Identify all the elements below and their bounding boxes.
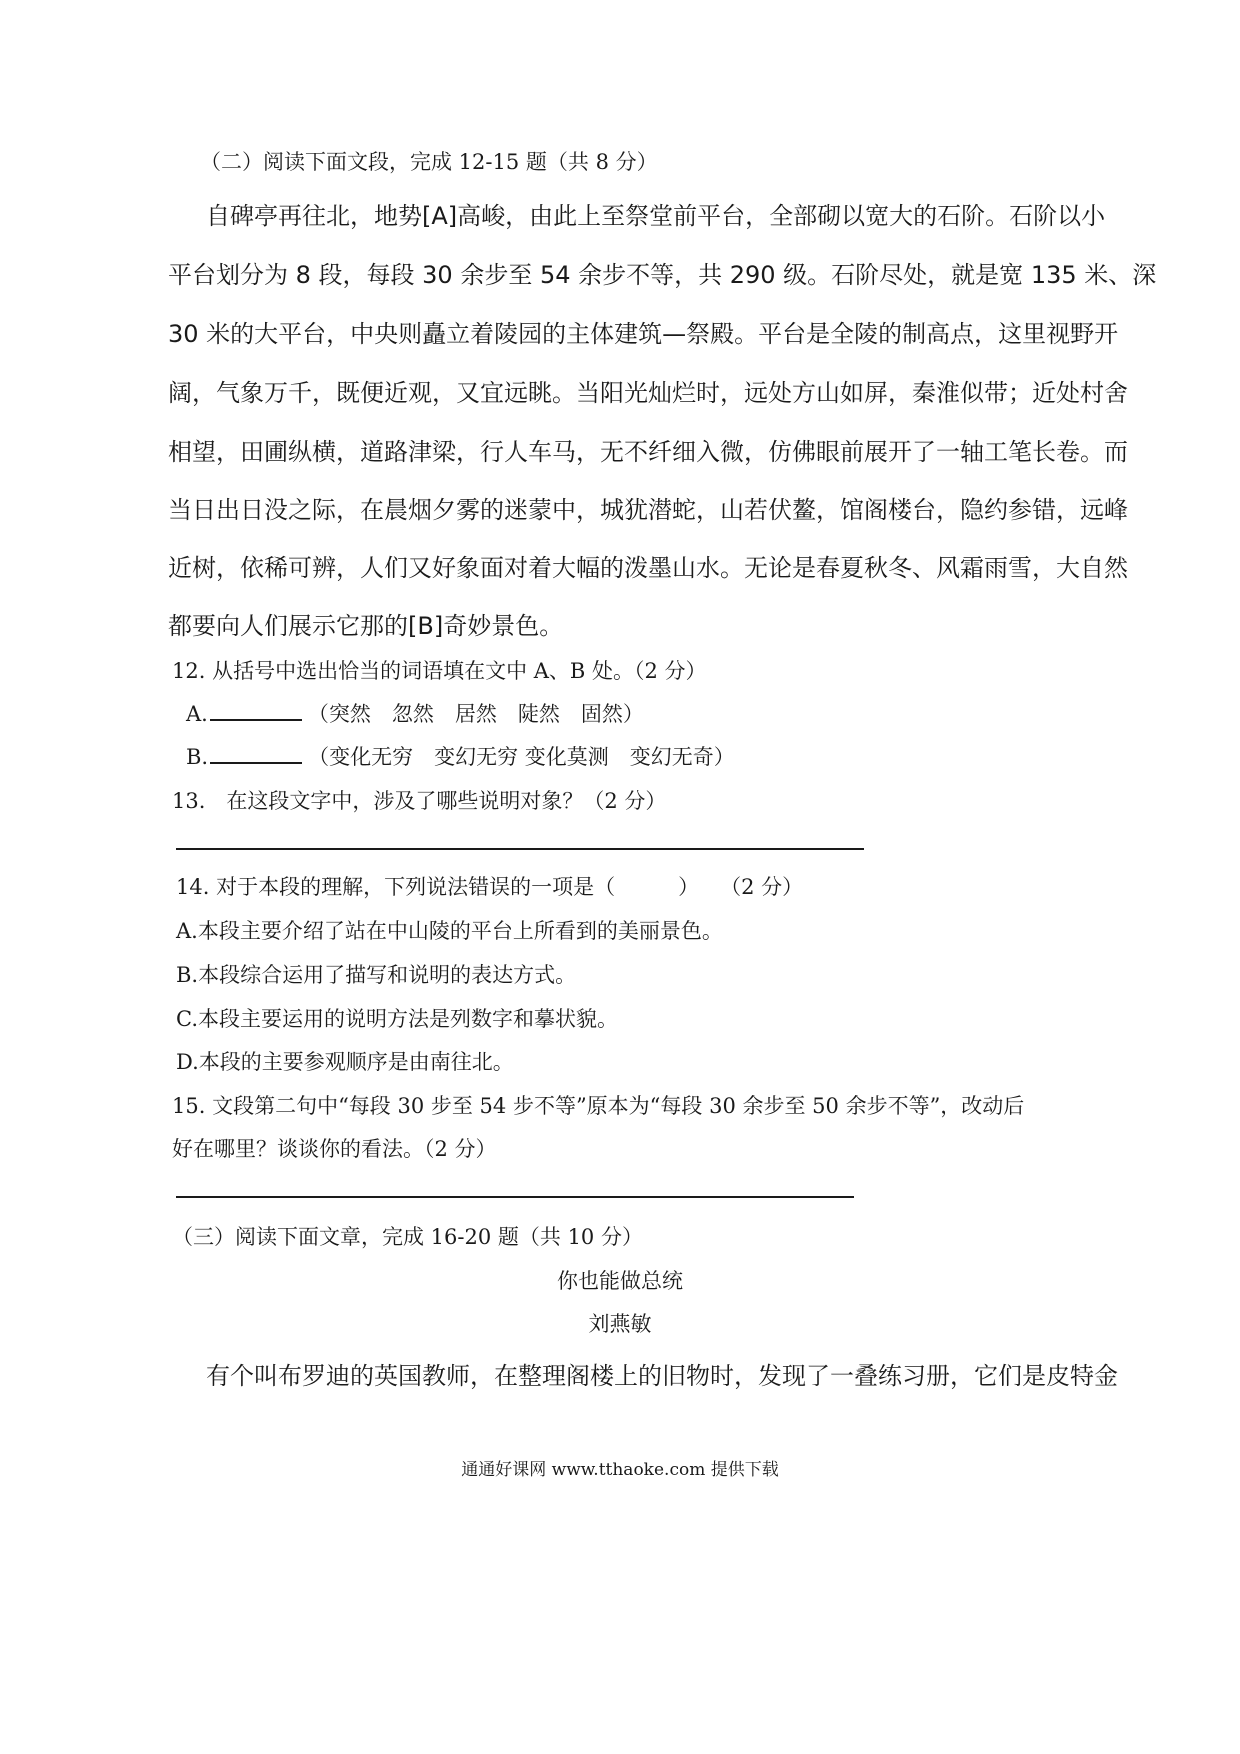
passage-line: 30 米的大平台，中央则矗立着陵园的主体建筑—祭殿。平台是全陵的制高点，这里视野开 xyxy=(168,320,1119,348)
q12-option-a xyxy=(186,698,644,728)
q14-option: B.本段综合运用了描写和说明的表达方式。 xyxy=(176,963,577,987)
article-first-line: 有个叫布罗迪的英国教师，在整理阁楼上的旧物时，发现了一叠练习册，它们是皮特金 xyxy=(206,1362,1118,1390)
q12-b-options: （变化无穷 变幻无穷 变化莫测 变幻无奇） xyxy=(308,745,735,769)
q14-option: C.本段主要运用的说明方法是列数字和摹状貌。 xyxy=(176,1007,618,1031)
q12-stem: 12. 从括号中选出恰当的词语填在文中 A、B 处。（2 分） xyxy=(172,659,707,683)
passage-line: 相望，田圃纵横，道路津梁，行人车马，无不纤细入微，仿佛眼前展开了一轴工笔长卷。而 xyxy=(168,438,1128,466)
q13-stem: 13. 在这段文字中，涉及了哪些说明对象？（2 分） xyxy=(172,789,667,813)
q12-a-blank[interactable] xyxy=(210,699,302,721)
q13-answer-line[interactable] xyxy=(176,848,864,850)
q12-a-options: （突然 忽然 居然 陡然 固然） xyxy=(307,702,644,726)
q12-a-label: A. xyxy=(186,702,208,726)
q14-option: A.本段主要介绍了站在中山陵的平台上所看到的美丽景色。 xyxy=(176,919,723,943)
section3-heading: （三）阅读下面文章，完成 16-20 题（共 10 分） xyxy=(172,1225,643,1249)
q15-line: 好在哪里？谈谈你的看法。（2 分） xyxy=(172,1137,497,1161)
article-author: 刘燕敏 xyxy=(588,1312,652,1336)
page-footer: 通通好课网 www.tthaoke.com 提供下载 xyxy=(461,1460,779,1480)
article-title: 你也能做总统 xyxy=(557,1269,683,1293)
passage-line: 都要向人们展示它那的[B]奇妙景色。 xyxy=(168,612,564,640)
passage-line: 自碑亭再往北，地势[A]高峻，由此上至祭堂前平台，全部砌以宽大的石阶。石阶以小 xyxy=(206,202,1106,230)
q15-line: 15. 文段第二句中“每段 30 步至 54 步不等”原本为“每段 30 余步至 50 余步不等”，改动后 xyxy=(172,1094,1025,1118)
q12-b-label: B. xyxy=(186,745,209,769)
passage-line: 阔，气象万千，既便近观，又宜远眺。当阳光灿烂时，远处方山如屏，秦淮似带；近处村舍 xyxy=(168,379,1128,407)
q14-option: D.本段的主要参观顺序是由南往北。 xyxy=(176,1050,514,1074)
q15-answer-line[interactable] xyxy=(176,1196,854,1198)
passage-line: 当日出日没之际，在晨烟夕雾的迷蒙中，城犹潜蛇，山若伏鳌，馆阁楼台，隐约参错，远峰 xyxy=(168,496,1128,524)
q12-option-b xyxy=(186,741,735,771)
q14-stem: 14. 对于本段的理解，下列说法错误的一项是（ ） （2 分） xyxy=(176,875,804,899)
section2-heading: （二）阅读下面文段，完成 12-15 题（共 8 分） xyxy=(200,150,658,174)
passage-line: 平台划分为 8 段，每段 30 余步至 54 余步不等，共 290 级。石阶尽处，就是宽 135 米、深 xyxy=(168,261,1157,289)
q12-b-blank[interactable] xyxy=(210,742,302,764)
passage-line: 近树，依稀可辨，人们又好象面对着大幅的泼墨山水。无论是春夏秋冬、风霜雨雪，大自然 xyxy=(168,554,1128,582)
